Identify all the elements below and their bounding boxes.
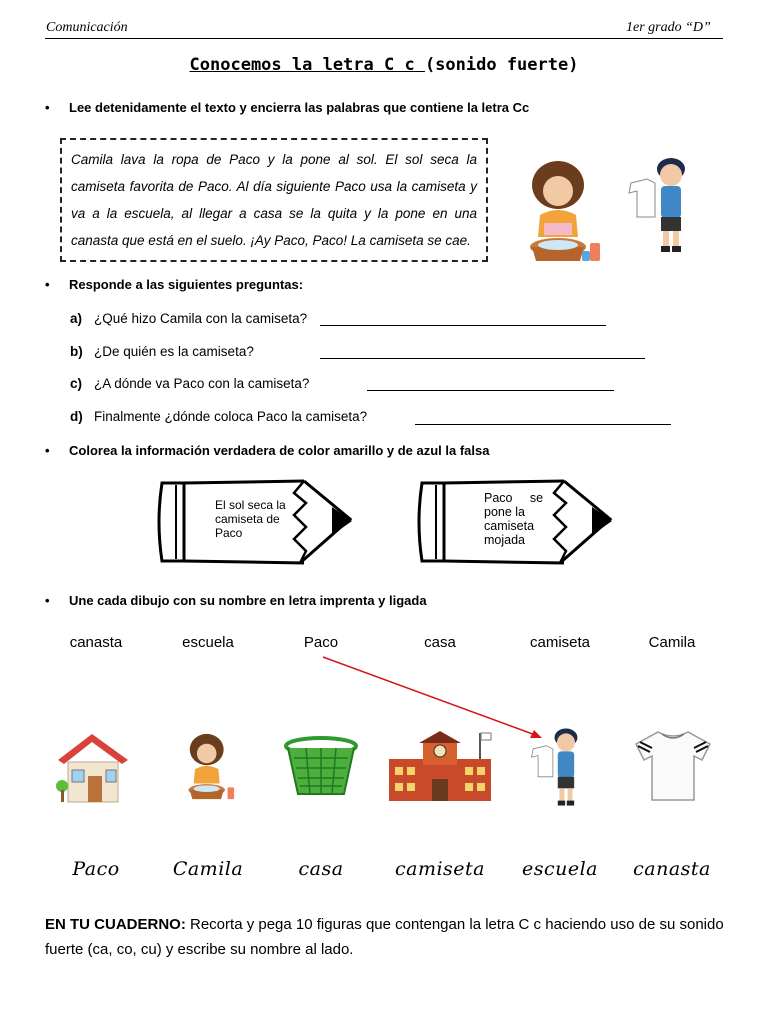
page-title: [0, 55, 768, 75]
school-icon[interactable]: [385, 731, 495, 803]
cursive-word-4: camiseta: [394, 858, 486, 880]
print-word-4: casa: [424, 634, 456, 651]
answer-line-b[interactable]: [320, 357, 645, 359]
print-word-6: Camila: [648, 634, 696, 651]
question-c: c) ¿A dónde va Paco con la camiseta?: [70, 376, 310, 391]
grade-label: 1er grado “D”: [626, 20, 711, 35]
cursive-word-1: Paco: [72, 858, 120, 880]
cursive-word-2: Camila: [172, 858, 244, 880]
title-underlined: Conocemos la letra C c: [189, 55, 425, 75]
question-b: b) ¿De quién es la camiseta?: [70, 344, 254, 359]
print-word-3: Paco: [303, 634, 339, 651]
girl-washing-icon-small[interactable]: [173, 730, 243, 805]
subject-label: Comunicación: [46, 20, 128, 35]
pencil-1-text: El sol seca la camiseta de Paco: [215, 498, 286, 540]
notebook-instruction: EN TU CUADERNO: Recorta y pega 10 figuras que contengan la letra C c haciendo uso de su sonido fuerte (ca, co, cu) y escribe su nombre al lado.: [45, 916, 724, 958]
print-word-5: camiseta: [529, 634, 591, 651]
boy-shirt-icon-small[interactable]: [528, 726, 590, 808]
cursive-word-5: escuela: [521, 858, 599, 880]
instruction-read: • Lee detenidamente el texto y encierra las palabras que contiene la letra Cc: [45, 100, 530, 115]
boy-shirt-icon: [625, 155, 700, 255]
title-rest: (sonido fuerte): [424, 55, 579, 75]
answer-line-d[interactable]: [415, 423, 671, 425]
answer-line-a[interactable]: [320, 324, 606, 326]
print-word-1: canasta: [69, 634, 123, 651]
cursive-word-6: canasta: [633, 858, 711, 880]
print-word-2: escuela: [182, 634, 234, 651]
answer-line-c[interactable]: [367, 389, 614, 391]
pencil-2-text: Paco se pone la camiseta mojada: [484, 491, 544, 547]
cursive-word-3: casa: [298, 858, 344, 880]
house-icon[interactable]: [52, 730, 132, 805]
instruction-color: • Colorea la información verdadera de color amarillo y de azul la falsa: [45, 443, 490, 458]
basket-icon[interactable]: [284, 736, 358, 798]
tshirt-icon[interactable]: [634, 728, 712, 802]
question-d: d) Finalmente ¿dónde coloca Paco la camiseta?: [70, 409, 368, 424]
header-divider: [45, 38, 723, 39]
reading-text: Camila lava la ropa de Paco y la pone al sol. El sol seca la camiseta favorita de Paco. Al día siguiente Paco usa la camiseta y va a la escuela, al llegar a casa se la quita y la pone en una canasta que está en el suelo. ¡Ay Paco, Paco! La camiseta se cae.: [60, 138, 488, 262]
question-a: a) ¿Qué hizo Camila con la camiseta?: [70, 311, 308, 326]
girl-washing-icon: [510, 155, 610, 270]
instruction-match: • Une cada dibujo con su nombre en letra imprenta y ligada: [45, 593, 427, 608]
instruction-answer: • Responde a las siguientes preguntas:: [45, 277, 304, 292]
